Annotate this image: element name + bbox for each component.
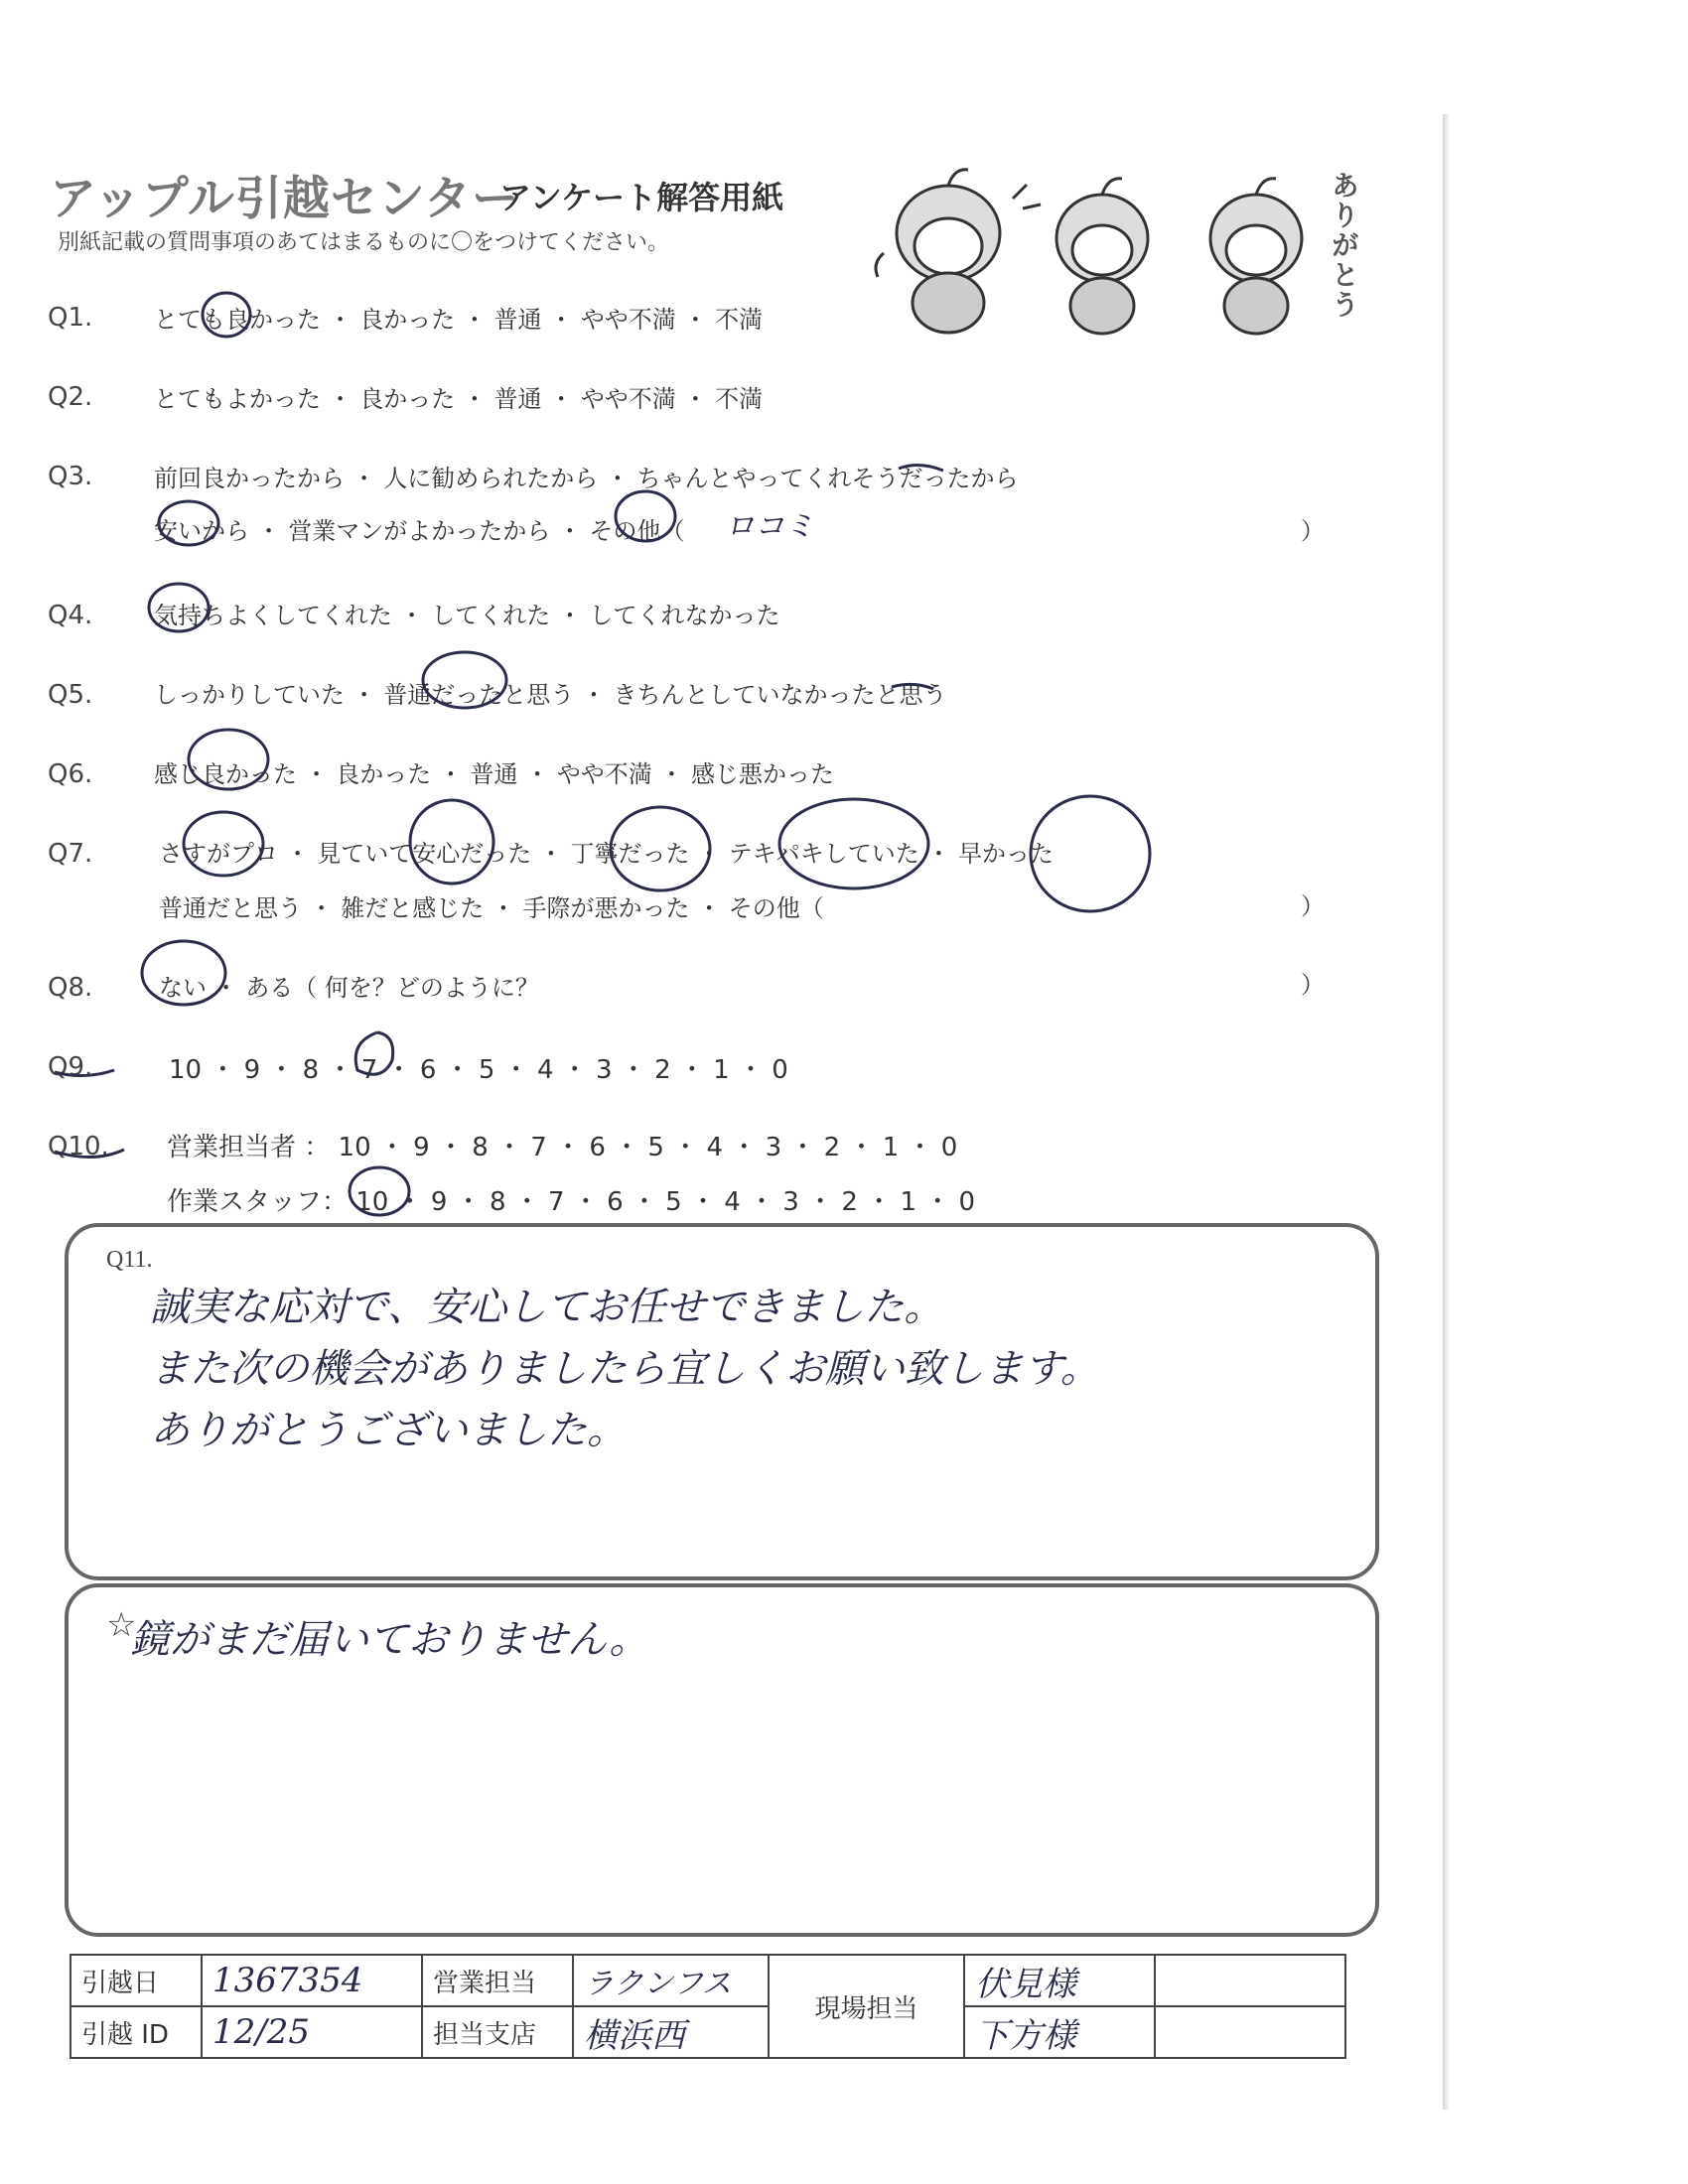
q8-label: Q8. xyxy=(48,973,93,1003)
q2-label: Q2. xyxy=(48,382,93,412)
q7-options-line2: 普通だと思う ・ 雑だと感じた ・ 手際が悪かった ・ その他（ xyxy=(159,894,824,922)
remarks-box xyxy=(65,1583,1379,1937)
q3-other-answer: ロコミ xyxy=(725,509,814,544)
q11-comment-line1: 誠実な応対で、安心してお任せできました。 xyxy=(150,1285,944,1330)
site-staff-1: 伏見様 xyxy=(964,1955,1155,2006)
q3-label: Q3. xyxy=(48,462,93,491)
q6-label: Q6. xyxy=(48,759,93,789)
company-title: アップル引越センター xyxy=(50,172,519,226)
move-date-value: 1367354 xyxy=(202,1955,422,2006)
q4-label: Q4. xyxy=(48,601,93,630)
move-id-value: 12/25 xyxy=(202,2006,422,2058)
q10-sales-scale: 営業担当者 ： 10 ・ 9 ・ 8 ・ 7 ・ 6 ・ 5 ・ 4 ・ 3 ・ 2 ・ 1 ・ 0 xyxy=(167,1133,958,1162)
q11-label: Q11. xyxy=(106,1247,153,1273)
branch-label: 担当支店 xyxy=(422,2006,573,2058)
sheet-edge xyxy=(1443,114,1449,2110)
sales-label: 営業担当 xyxy=(422,1955,573,2006)
q4-options: 気持ちよくしてくれた ・ してくれた ・ してくれなかった xyxy=(154,602,780,629)
move-date-label: 引越日 xyxy=(70,1955,202,2006)
q8-options: ない ・ ある（ 何を？どのように？ xyxy=(159,974,539,1002)
q3-options-line1: 前回良かったから ・ 人に勧められたから ・ ちゃんとやってくれそうだったから xyxy=(154,465,1019,492)
q11-comment-line3: ありがとうございました。 xyxy=(150,1408,627,1453)
site-staff-blank-1 xyxy=(1155,1955,1345,2006)
q11-comment-box xyxy=(65,1223,1379,1580)
q8-close-paren: ） xyxy=(1301,971,1325,999)
q9-scale: 10 ・ 9 ・ 8 ・ 7 ・ 6 ・ 5 ・ 4 ・ 3 ・ 2 ・ 1 ・ 0 xyxy=(169,1055,788,1085)
q1-options: とても良かった ・ 良かった ・ 普通 ・ やや不満 ・ 不満 xyxy=(154,306,764,334)
mascot-illustration xyxy=(854,159,1350,338)
q2-options: とてもよかった ・ 良かった ・ 普通 ・ やや不満 ・ 不満 xyxy=(154,385,764,413)
q7-options-line1: さすがプロ ・ 見ていて安心だった ・ 丁寧だった ・ テキパキしていた ・ 早かった xyxy=(159,840,1055,868)
branch-value: 横浜西 xyxy=(573,2006,769,2058)
q9-label: Q9. xyxy=(48,1052,93,1082)
move-info-table xyxy=(70,1954,1346,2059)
q5-options: しっかりしていた ・ 普通だったと思う ・ きちんとしていなかったと思う xyxy=(154,681,947,709)
sales-value: ラクンフス xyxy=(573,1955,769,2006)
remarks-text: 鏡がまだ届いておりません。 xyxy=(130,1617,649,1663)
q3-close-paren: ） xyxy=(1301,517,1325,545)
thanks-text: ありがとう xyxy=(1328,171,1360,320)
q10-staff-scale: 作業スタッフ： 10 ・ 9 ・ 8 ・ 7 ・ 6 ・ 5 ・ 4 ・ 3 ・ 2 ・ 1 ・ 0 xyxy=(167,1187,976,1217)
site-staff-blank-2 xyxy=(1155,2006,1345,2058)
move-id-label: 引越 ID xyxy=(70,2006,202,2058)
star-icon: ☆ xyxy=(106,1607,137,1644)
q5-label: Q5. xyxy=(48,680,93,710)
site-staff-label: 現場担当 xyxy=(769,1955,964,2058)
q11-comment-line2: また次の機会がありましたら宜しくお願い致します。 xyxy=(150,1346,1100,1392)
q7-label: Q7. xyxy=(48,839,93,869)
instructions: 別紙記載の質問事項のあてはまるものに〇をつけてください。 xyxy=(58,230,670,255)
q10-label: Q10. xyxy=(48,1132,109,1161)
q11-comment xyxy=(150,1277,1100,1461)
q7-close-paren: ） xyxy=(1301,892,1325,920)
q6-options: 感じ良かった ・ 良かった ・ 普通 ・ やや不満 ・ 感じ悪かった xyxy=(154,760,835,788)
q3-options-line2: 安いから ・ 営業マンがよかったから ・ その他（ xyxy=(154,517,685,545)
form-title: アンケート解答用紙 xyxy=(499,179,784,216)
site-staff-2: 下方様 xyxy=(964,2006,1155,2058)
q1-label: Q1. xyxy=(48,303,93,333)
